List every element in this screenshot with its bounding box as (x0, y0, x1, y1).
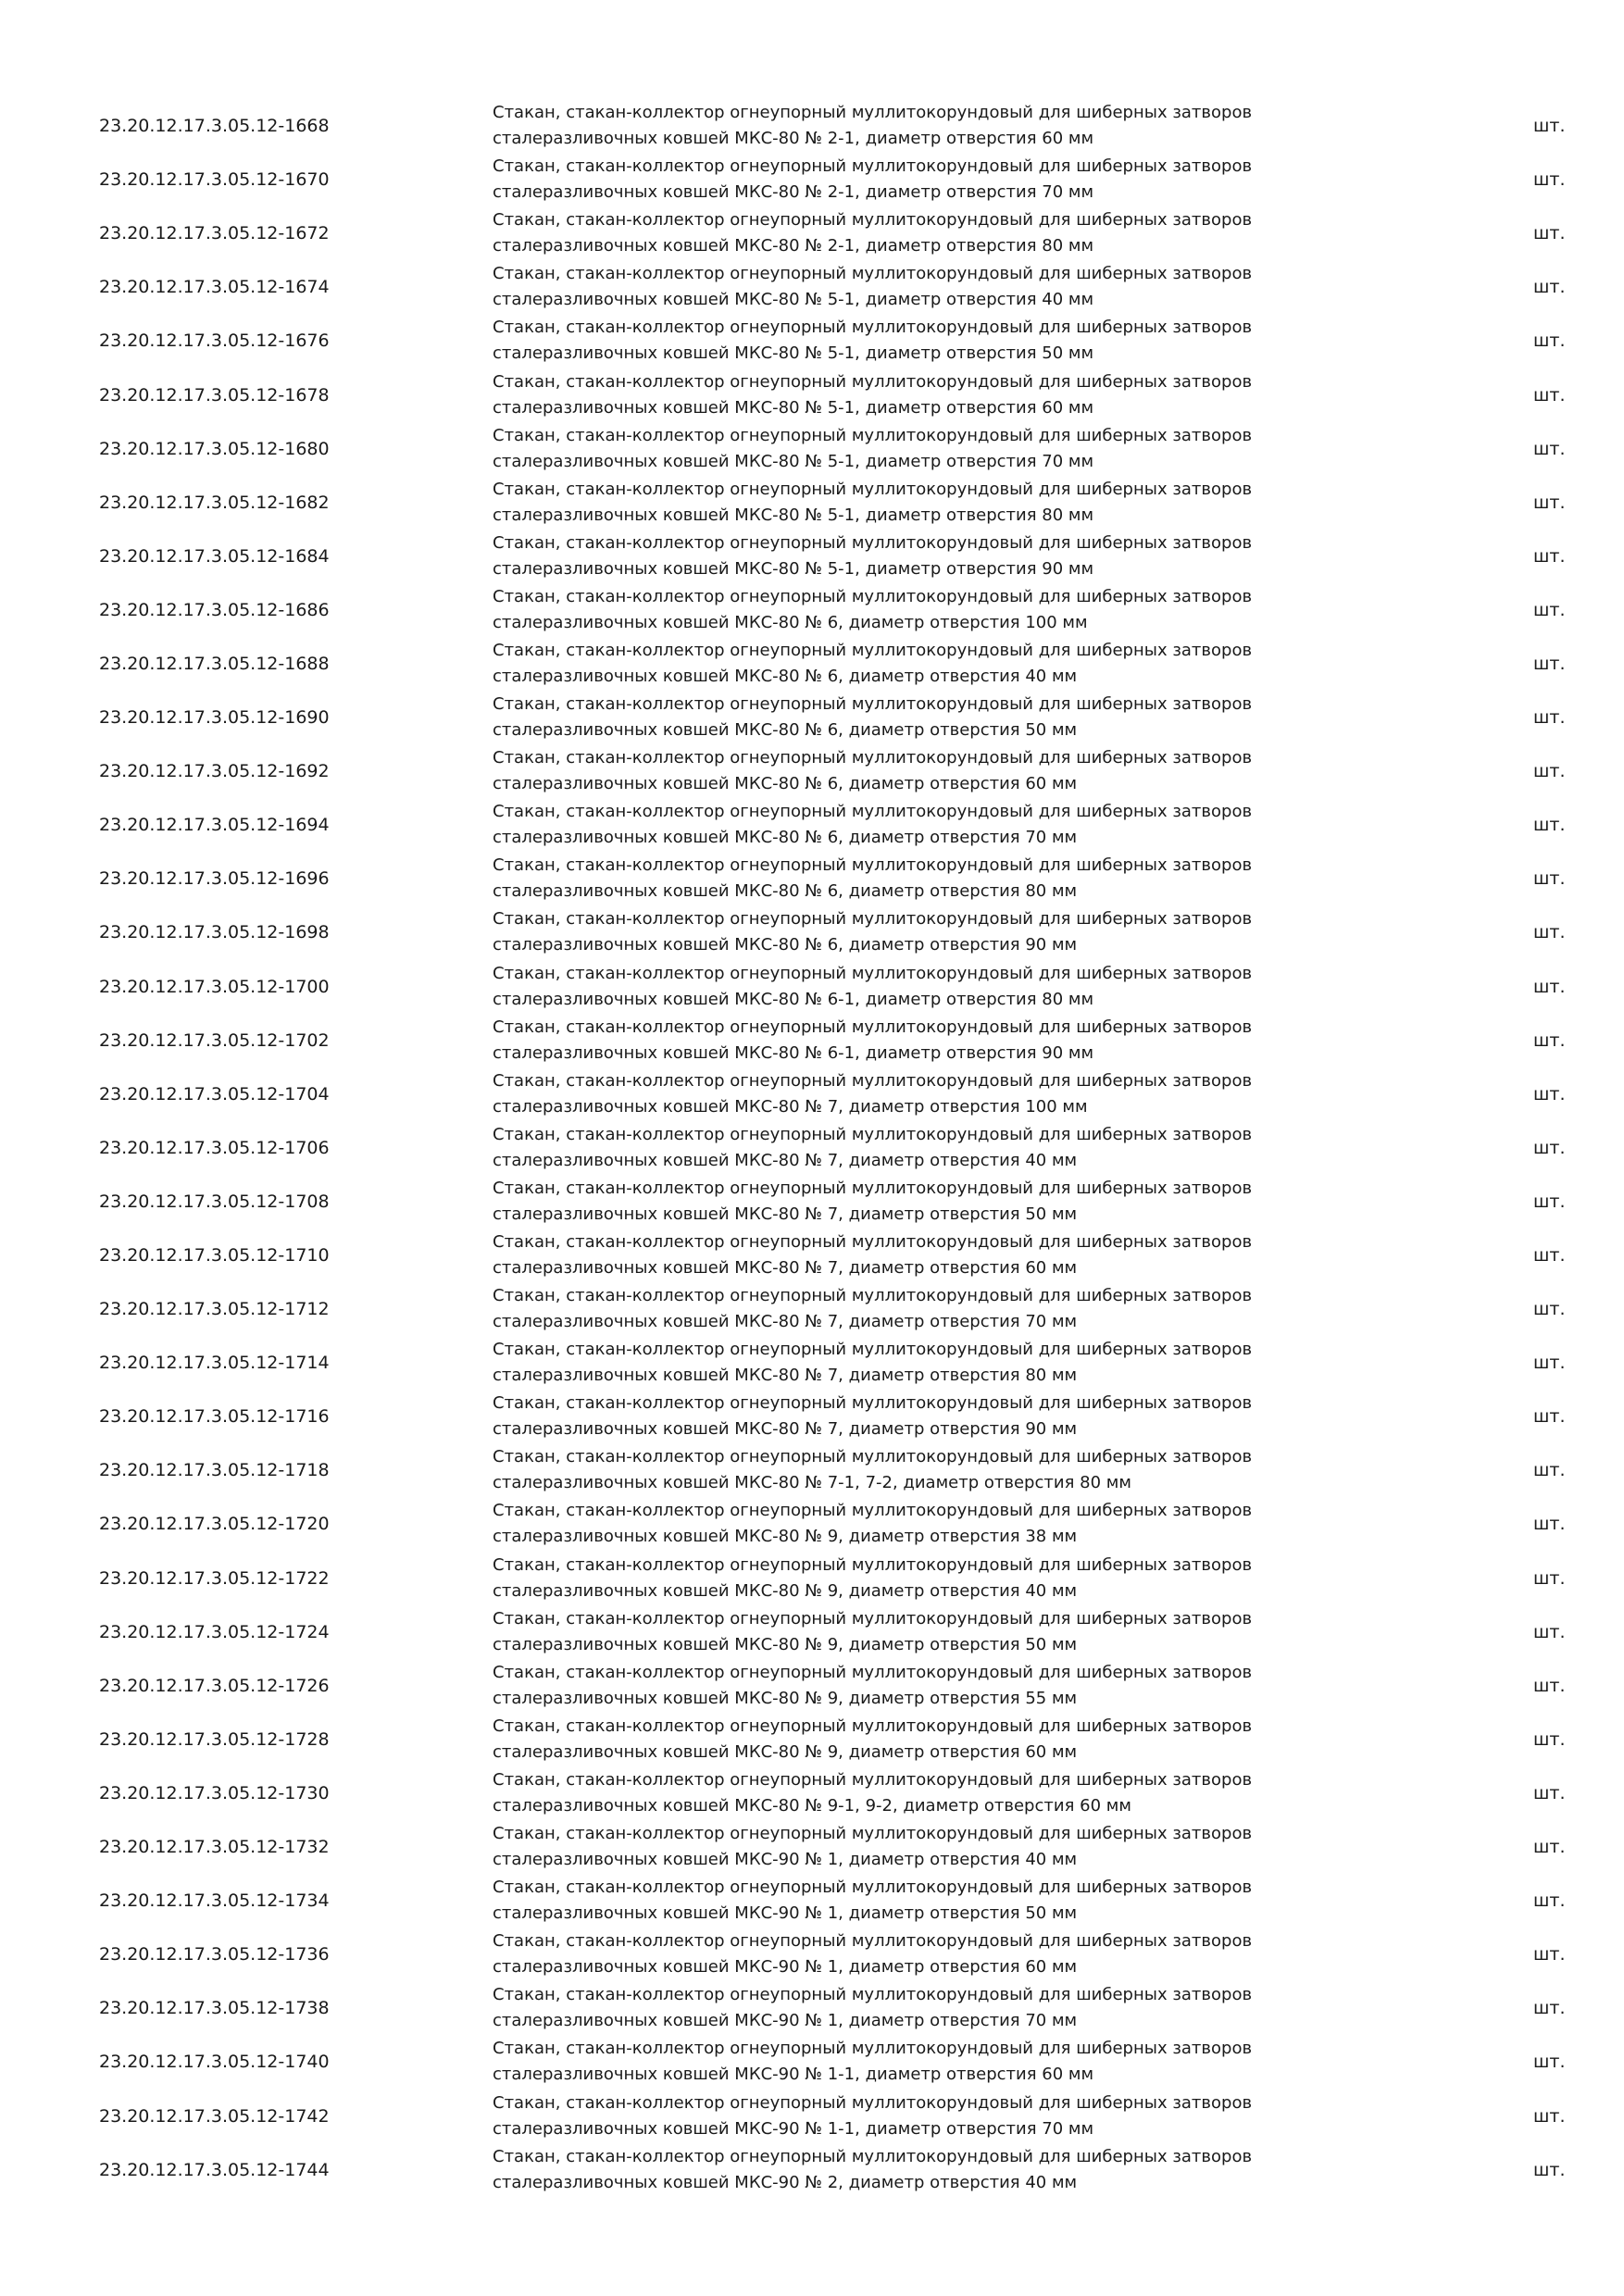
item-description-line-2: сталеразливочных ковшей МКС-90 № 2, диаметр отверстия 40 мм (493, 2172, 1078, 2192)
item-description-line-1: Стакан, стакан-коллектор огнеупорный муллитокорундовый для шиберных затворов (493, 479, 1253, 499)
item-unit: шт. (1533, 1998, 1566, 2019)
item-code: 23.20.12.17.3.05.12-1682 (99, 492, 330, 513)
table-row (0, 422, 1624, 476)
item-unit: шт. (1533, 1890, 1566, 1912)
item-description-line-1: Стакан, стакан-коллектор огнеупорный муллитокорундовый для шиберных затворов (493, 694, 1253, 715)
table-row (0, 1552, 1624, 1605)
item-description (493, 315, 1326, 367)
item-description (493, 799, 1326, 851)
item-description-line-1: Стакан, стакан-коллектор огнеупорный муллитокорундовый для шиберных затворов (493, 640, 1253, 660)
table-row (0, 1820, 1624, 1874)
item-code: 23.20.12.17.3.05.12-1696 (99, 868, 330, 890)
item-description-line-1: Стакан, стакан-коллектор огнеупорный муллитокорундовый для шиберных затворов (493, 103, 1253, 123)
item-code: 23.20.12.17.3.05.12-1722 (99, 1567, 330, 1589)
item-description-line-1: Стакан, стакан-коллектор огнеупорный муллитокорундовый для шиберных затворов (493, 1878, 1253, 1898)
item-description (493, 745, 1326, 797)
item-description (493, 1391, 1326, 1442)
item-description-line-2: сталеразливочных ковшей МКС-80 № 5-1, диаметр отверстия 80 мм (493, 505, 1094, 525)
item-description-line-2: сталеразливочных ковшей МКС-90 № 1-1, диаметр отверстия 70 мм (493, 2118, 1094, 2139)
table-row (0, 1014, 1624, 1067)
item-code: 23.20.12.17.3.05.12-1734 (99, 1890, 330, 1912)
item-description-line-1: Стакан, стакан-коллектор огнеупорный муллитокорундовый для шиберных затворов (493, 1340, 1253, 1360)
item-description (493, 1714, 1326, 1766)
item-description-line-2: сталеразливочных ковшей МКС-80 № 7-1, 7-2, диаметр отверстия 80 мм (493, 1473, 1131, 1493)
item-description (493, 207, 1326, 259)
table-row (0, 2143, 1624, 2197)
item-description-line-2: сталеразливочных ковшей МКС-80 № 5-1, диаметр отверстия 60 мм (493, 397, 1094, 418)
item-code: 23.20.12.17.3.05.12-1724 (99, 1621, 330, 1642)
item-description-line-1: Стакан, стакан-коллектор огнеупорный муллитокорундовый для шиберных затворов (493, 1985, 1253, 2005)
item-description-line-1: Стакан, стакан-коллектор огнеупорный муллитокорундовый для шиберных затворов (493, 264, 1253, 284)
item-description (493, 423, 1326, 475)
item-unit: шт. (1533, 1675, 1566, 1696)
item-description (493, 1821, 1326, 1873)
item-description (493, 1498, 1326, 1550)
item-description (493, 261, 1326, 313)
item-description (493, 1122, 1326, 1174)
item-code: 23.20.12.17.3.05.12-1704 (99, 1083, 330, 1104)
item-description-line-1: Стакан, стакан-коллектор огнеупорный муллитокорундовый для шиберных затворов (493, 1178, 1253, 1198)
item-description (493, 1660, 1326, 1712)
item-code: 23.20.12.17.3.05.12-1728 (99, 1728, 330, 1750)
item-unit: шт. (1533, 868, 1566, 890)
item-description-line-2: сталеразливочных ковшей МКС-80 № 6, диаметр отверстия 90 мм (493, 935, 1078, 955)
item-unit: шт. (1533, 384, 1566, 406)
item-description (493, 584, 1326, 636)
table-row (0, 1390, 1624, 1443)
table-row (0, 1766, 1624, 1820)
item-description (493, 1337, 1326, 1389)
item-description (493, 1444, 1326, 1496)
item-code: 23.20.12.17.3.05.12-1688 (99, 653, 330, 674)
item-description-line-1: Стакан, стакан-коллектор огнеупорный муллитокорундовый для шиберных затворов (493, 1447, 1253, 1467)
item-unit: шт. (1533, 2052, 1566, 2073)
item-description-line-1: Стакан, стакан-коллектор огнеупорный муллитокорундовый для шиберных затворов (493, 1608, 1253, 1628)
item-description-line-1: Стакан, стакан-коллектор огнеупорный муллитокорундовый для шиберных затворов (493, 318, 1253, 338)
item-unit: шт. (1533, 1567, 1566, 1589)
item-description (493, 1606, 1326, 1658)
item-description (493, 1928, 1326, 1980)
table-row (0, 1605, 1624, 1659)
item-description-line-2: сталеразливочных ковшей МКС-80 № 5-1, диаметр отверстия 50 мм (493, 343, 1094, 364)
item-code: 23.20.12.17.3.05.12-1716 (99, 1406, 330, 1428)
item-unit: шт. (1533, 1029, 1566, 1051)
item-description-line-2: сталеразливочных ковшей МКС-80 № 6, диаметр отверстия 100 мм (493, 612, 1088, 632)
item-unit: шт. (1533, 1460, 1566, 1481)
item-description-line-2: сталеразливочных ковшей МКС-90 № 1-1, диаметр отверстия 60 мм (493, 2065, 1094, 2085)
item-code: 23.20.12.17.3.05.12-1714 (99, 1353, 330, 1374)
item-description (493, 1015, 1326, 1067)
item-description (493, 530, 1326, 582)
item-description-line-1: Стакан, стакан-коллектор огнеупорный муллитокорундовый для шиберных затворов (493, 1232, 1253, 1253)
item-code: 23.20.12.17.3.05.12-1712 (99, 1299, 330, 1320)
item-unit: шт. (1533, 761, 1566, 782)
item-unit: шт. (1533, 223, 1566, 244)
item-unit: шт. (1533, 1137, 1566, 1158)
item-description (493, 477, 1326, 529)
item-description-line-1: Стакан, стакан-коллектор огнеупорный муллитокорундовый для шиберных затворов (493, 586, 1253, 606)
table-row (0, 476, 1624, 530)
item-description-line-2: сталеразливочных ковшей МКС-80 № 9, диаметр отверстия 38 мм (493, 1527, 1078, 1547)
item-description-line-2: сталеразливочных ковшей МКС-80 № 9, диаметр отверстия 60 мм (493, 1741, 1078, 1762)
table-row (0, 1067, 1624, 1121)
table-row (0, 530, 1624, 583)
item-description (493, 1283, 1326, 1335)
item-description-line-1: Стакан, стакан-коллектор огнеупорный муллитокорундовый для шиберных затворов (493, 1017, 1253, 1037)
item-description-line-1: Стакан, стакан-коллектор огнеупорный муллитокорундовый для шиберных затворов (493, 2092, 1253, 2113)
item-description-line-1: Стакан, стакан-коллектор огнеупорный муллитокорундовый для шиберных затворов (493, 1769, 1253, 1790)
item-description (493, 961, 1326, 1013)
item-code: 23.20.12.17.3.05.12-1680 (99, 438, 330, 459)
item-description-line-2: сталеразливочных ковшей МКС-80 № 6, диаметр отверстия 80 мм (493, 881, 1078, 902)
item-description (493, 2090, 1326, 2142)
item-description-line-2: сталеразливочных ковшей МКС-80 № 7, диаметр отверстия 70 мм (493, 1312, 1078, 1332)
item-code: 23.20.12.17.3.05.12-1720 (99, 1514, 330, 1535)
item-code: 23.20.12.17.3.05.12-1738 (99, 1998, 330, 2019)
item-description-line-2: сталеразливочных ковшей МКС-80 № 2-1, диаметр отверстия 80 мм (493, 236, 1094, 256)
table-row (0, 1659, 1624, 1713)
item-description (493, 2144, 1326, 2196)
item-description (493, 1068, 1326, 1120)
table-row (0, 99, 1624, 153)
item-code: 23.20.12.17.3.05.12-1686 (99, 599, 330, 620)
item-unit: шт. (1533, 1837, 1566, 1858)
item-description-line-1: Стакан, стакан-коллектор огнеупорный муллитокорундовый для шиберных затворов (493, 1716, 1253, 1736)
item-unit: шт. (1533, 1621, 1566, 1642)
item-unit: шт. (1533, 707, 1566, 729)
table-row (0, 368, 1624, 421)
item-description (493, 638, 1326, 690)
item-description-line-2: сталеразливочных ковшей МКС-80 № 6-1, диаметр отверстия 90 мм (493, 1042, 1094, 1063)
item-description (493, 369, 1326, 421)
item-description-line-2: сталеразливочных ковшей МКС-80 № 9, диаметр отверстия 40 мм (493, 1580, 1078, 1601)
table-row (0, 960, 1624, 1014)
item-unit: шт. (1533, 116, 1566, 137)
item-code: 23.20.12.17.3.05.12-1678 (99, 384, 330, 406)
item-unit: шт. (1533, 815, 1566, 836)
item-description-line-1: Стакан, стакан-коллектор огнеупорный муллитокорундовый для шиберных затворов (493, 2146, 1253, 2166)
item-code: 23.20.12.17.3.05.12-1676 (99, 331, 330, 352)
table-row (0, 1229, 1624, 1282)
price-list-table (0, 99, 1624, 2197)
item-description-line-2: сталеразливочных ковшей МКС-90 № 1, диаметр отверстия 50 мм (493, 1903, 1078, 1924)
item-unit: шт. (1533, 922, 1566, 943)
item-description-line-1: Стакан, стакан-коллектор огнеупорный муллитокорундовый для шиберных затворов (493, 371, 1253, 392)
item-code: 23.20.12.17.3.05.12-1700 (99, 976, 330, 997)
item-unit: шт. (1533, 976, 1566, 997)
item-unit: шт. (1533, 169, 1566, 191)
table-row (0, 1928, 1624, 1981)
item-unit: шт. (1533, 1245, 1566, 1267)
item-unit: шт. (1533, 599, 1566, 620)
item-description-line-2: сталеразливочных ковшей МКС-90 № 1, диаметр отверстия 60 мм (493, 1957, 1078, 1978)
table-row (0, 2089, 1624, 2142)
table-row (0, 583, 1624, 637)
item-description-line-2: сталеразливочных ковшей МКС-90 № 1, диаметр отверстия 40 мм (493, 1850, 1078, 1870)
item-description-line-1: Стакан, стакан-коллектор огнеупорный муллитокорундовый для шиберных затворов (493, 1070, 1253, 1091)
item-description-line-2: сталеразливочных ковшей МКС-80 № 6, диаметр отверстия 70 мм (493, 828, 1078, 848)
item-unit: шт. (1533, 653, 1566, 674)
item-description-line-1: Стакан, стакан-коллектор огнеупорный муллитокорундовый для шиберных затворов (493, 2039, 1253, 2059)
item-code: 23.20.12.17.3.05.12-1740 (99, 2052, 330, 2073)
item-description-line-1: Стакан, стакан-коллектор огнеупорный муллитокорундовый для шиберных затворов (493, 802, 1253, 822)
item-description-line-1: Стакан, стакан-коллектор огнеупорный муллитокорундовый для шиберных затворов (493, 909, 1253, 930)
item-description-line-1: Стакан, стакан-коллектор огнеупорный муллитокорундовый для шиберных затворов (493, 532, 1253, 553)
table-row (0, 1282, 1624, 1336)
item-unit: шт. (1533, 277, 1566, 298)
item-description-line-2: сталеразливочных ковшей МКС-80 № 6, диаметр отверстия 40 мм (493, 666, 1078, 686)
item-unit: шт. (1533, 1728, 1566, 1750)
item-description (493, 2036, 1326, 2088)
item-code: 23.20.12.17.3.05.12-1670 (99, 169, 330, 191)
item-description-line-1: Стакан, стакан-коллектор огнеупорный муллитокорундовый для шиберных затворов (493, 1393, 1253, 1414)
item-description (493, 1229, 1326, 1281)
item-unit: шт. (1533, 1191, 1566, 1212)
item-unit: шт. (1533, 492, 1566, 513)
item-code: 23.20.12.17.3.05.12-1672 (99, 223, 330, 244)
table-row (0, 691, 1624, 744)
item-unit: шт. (1533, 1944, 1566, 1965)
item-code: 23.20.12.17.3.05.12-1692 (99, 761, 330, 782)
table-row (0, 637, 1624, 691)
table-row (0, 1713, 1624, 1766)
item-description-line-1: Стакан, стакан-коллектор огнеупорный муллитокорундовый для шиберных затворов (493, 156, 1253, 177)
item-code: 23.20.12.17.3.05.12-1684 (99, 545, 330, 567)
table-row (0, 1121, 1624, 1175)
item-description-line-1: Стакан, стакан-коллектор огнеупорный муллитокорундовый для шиберных затворов (493, 210, 1253, 231)
item-description (493, 100, 1326, 152)
item-code: 23.20.12.17.3.05.12-1668 (99, 116, 330, 137)
item-description-line-2: сталеразливочных ковшей МКС-80 № 9, диаметр отверстия 50 мм (493, 1634, 1078, 1654)
item-unit: шт. (1533, 545, 1566, 567)
table-row (0, 2035, 1624, 2089)
item-description-line-2: сталеразливочных ковшей МКС-80 № 7, диаметр отверстия 100 мм (493, 1096, 1088, 1117)
item-code: 23.20.12.17.3.05.12-1726 (99, 1675, 330, 1696)
item-unit: шт. (1533, 331, 1566, 352)
item-code: 23.20.12.17.3.05.12-1744 (99, 2159, 330, 2180)
item-description-line-2: сталеразливочных ковшей МКС-80 № 6-1, диаметр отверстия 80 мм (493, 989, 1094, 1009)
item-description-line-2: сталеразливочных ковшей МКС-80 № 7, диаметр отверстия 40 мм (493, 1150, 1078, 1170)
item-description (493, 906, 1326, 958)
item-unit: шт. (1533, 1514, 1566, 1535)
table-row (0, 1874, 1624, 1928)
item-code: 23.20.12.17.3.05.12-1732 (99, 1837, 330, 1858)
item-description-line-1: Стакан, стакан-коллектор огнеупорный муллитокорундовый для шиберных затворов (493, 1286, 1253, 1306)
item-unit: шт. (1533, 1406, 1566, 1428)
table-row (0, 852, 1624, 905)
item-code: 23.20.12.17.3.05.12-1694 (99, 815, 330, 836)
item-unit: шт. (1533, 1299, 1566, 1320)
item-description-line-1: Стакан, стакан-коллектор огнеупорный муллитокорундовый для шиберных затворов (493, 1931, 1253, 1952)
table-row (0, 1175, 1624, 1229)
table-row (0, 1336, 1624, 1390)
item-description (493, 1767, 1326, 1819)
item-unit: шт. (1533, 1353, 1566, 1374)
item-description-line-1: Стакан, стакан-коллектор огнеупорный муллитокорундовый для шиберных затворов (493, 1554, 1253, 1575)
item-description-line-2: сталеразливочных ковшей МКС-80 № 5-1, диаметр отверстия 70 мм (493, 451, 1094, 471)
item-code: 23.20.12.17.3.05.12-1730 (99, 1782, 330, 1803)
item-description-line-1: Стакан, стакан-коллектор огнеупорный муллитокорундовый для шиберных затворов (493, 963, 1253, 983)
item-description-line-1: Стакан, стакан-коллектор огнеупорный муллитокорундовый для шиберных затворов (493, 855, 1253, 876)
item-unit: шт. (1533, 438, 1566, 459)
item-code: 23.20.12.17.3.05.12-1674 (99, 277, 330, 298)
table-row (0, 314, 1624, 368)
item-description-line-2: сталеразливочных ковшей МКС-80 № 2-1, диаметр отверстия 60 мм (493, 129, 1094, 149)
item-unit: шт. (1533, 1782, 1566, 1803)
item-unit: шт. (1533, 2159, 1566, 2180)
item-description-line-2: сталеразливочных ковшей МКС-80 № 7, диаметр отверстия 50 мм (493, 1204, 1078, 1224)
item-unit: шт. (1533, 2105, 1566, 2127)
item-code: 23.20.12.17.3.05.12-1708 (99, 1191, 330, 1212)
item-description (493, 1176, 1326, 1228)
table-row (0, 1981, 1624, 2035)
item-code: 23.20.12.17.3.05.12-1702 (99, 1029, 330, 1051)
table-row (0, 798, 1624, 852)
table-row (0, 1443, 1624, 1497)
table-row (0, 153, 1624, 206)
table-row (0, 260, 1624, 314)
item-description-line-2: сталеразливочных ковшей МКС-80 № 7, диаметр отверстия 90 мм (493, 1419, 1078, 1440)
item-code: 23.20.12.17.3.05.12-1736 (99, 1944, 330, 1965)
item-code: 23.20.12.17.3.05.12-1718 (99, 1460, 330, 1481)
item-description-line-2: сталеразливочных ковшей МКС-80 № 7, диаметр отверстия 60 мм (493, 1258, 1078, 1279)
item-description-line-2: сталеразливочных ковшей МКС-80 № 6, диаметр отверстия 60 мм (493, 774, 1078, 794)
item-description-line-2: сталеразливочных ковшей МКС-80 № 7, диаметр отверстия 80 мм (493, 1366, 1078, 1386)
table-row (0, 1497, 1624, 1551)
item-description (493, 853, 1326, 905)
item-description-line-2: сталеразливочных ковшей МКС-80 № 5-1, диаметр отверстия 40 мм (493, 290, 1094, 310)
item-description-line-1: Стакан, стакан-коллектор огнеупорный муллитокорундовый для шиберных затворов (493, 1124, 1253, 1144)
item-description-line-2: сталеразливочных ковшей МКС-80 № 2-1, диаметр отверстия 70 мм (493, 182, 1094, 203)
item-code: 23.20.12.17.3.05.12-1710 (99, 1245, 330, 1267)
item-description-line-2: сталеразливочных ковшей МКС-90 № 1, диаметр отверстия 70 мм (493, 2011, 1078, 2031)
item-code: 23.20.12.17.3.05.12-1742 (99, 2105, 330, 2127)
item-description-line-1: Стакан, стакан-коллектор огнеупорный муллитокорундовый для шиберных затворов (493, 1662, 1253, 1682)
item-description (493, 1553, 1326, 1604)
item-description-line-2: сталеразливочных ковшей МКС-80 № 9, диаметр отверстия 55 мм (493, 1688, 1078, 1708)
item-description (493, 692, 1326, 743)
item-description-line-2: сталеразливочных ковшей МКС-80 № 6, диаметр отверстия 50 мм (493, 720, 1078, 741)
item-code: 23.20.12.17.3.05.12-1690 (99, 707, 330, 729)
table-row (0, 905, 1624, 959)
item-unit: шт. (1533, 1083, 1566, 1104)
item-description-line-1: Стакан, стакан-коллектор огнеупорный муллитокорундовый для шиберных затворов (493, 1501, 1253, 1521)
item-code: 23.20.12.17.3.05.12-1706 (99, 1137, 330, 1158)
item-description-line-1: Стакан, стакан-коллектор огнеупорный муллитокорундовый для шиберных затворов (493, 748, 1253, 768)
item-description (493, 154, 1326, 206)
item-description-line-1: Стакан, стакан-коллектор огнеупорный муллитокорундовый для шиберных затворов (493, 425, 1253, 445)
table-row (0, 206, 1624, 260)
item-description (493, 1982, 1326, 2034)
table-row (0, 744, 1624, 798)
item-description-line-1: Стакан, стакан-коллектор огнеупорный муллитокорундовый для шиберных затворов (493, 1824, 1253, 1844)
item-description-line-2: сталеразливочных ковшей МКС-80 № 5-1, диаметр отверстия 90 мм (493, 558, 1094, 579)
item-description (493, 1875, 1326, 1927)
item-code: 23.20.12.17.3.05.12-1698 (99, 922, 330, 943)
item-description-line-2: сталеразливочных ковшей МКС-80 № 9-1, 9-2, диаметр отверстия 60 мм (493, 1795, 1131, 1816)
